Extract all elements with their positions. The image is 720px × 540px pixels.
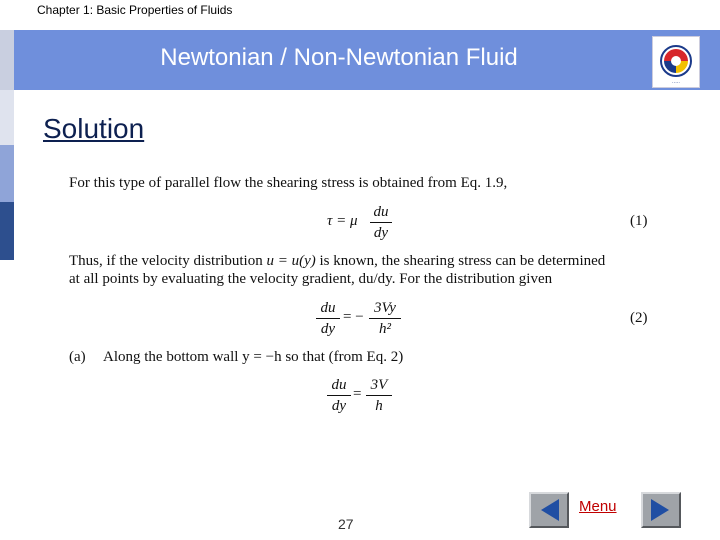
equation-2-rhs-fraction [369, 299, 401, 338]
equation-1-lhs: τ = μ [327, 213, 358, 229]
title-bar [14, 30, 720, 90]
eq2-lhs-denominator: dy [320, 321, 336, 337]
line2-part-a: Thus, if the velocity distribution [69, 253, 263, 269]
side-strip-light [0, 30, 14, 90]
text-line-1: For this type of parallel flow the shearing stress is obtained from Eq. 1.9, [69, 175, 508, 191]
chapter-label: Chapter 1: Basic Properties of Fluids [37, 3, 233, 17]
page-number: 27 [338, 516, 354, 532]
side-strip-mid [0, 145, 14, 202]
eq2-rhs-bar [369, 318, 401, 319]
eq3-lhs-numerator: du [331, 377, 347, 393]
slide-title: Newtonian / Non-Newtonian Fluid [160, 44, 518, 71]
equation-1-fraction [370, 203, 392, 242]
menu-link[interactable]: Menu [579, 498, 617, 515]
line2-part-b: u = u(y) [266, 253, 316, 269]
side-strip-dark [0, 202, 14, 260]
equation-1-tag: (1) [630, 213, 648, 229]
arrow-right-icon [643, 494, 679, 526]
line2-part-c: is known, the shearing stress can be determined [319, 253, 606, 269]
solution-heading: Solution [43, 113, 145, 144]
previous-button[interactable] [529, 492, 569, 528]
equation-2-tag: (2) [630, 310, 648, 326]
eq3-rhs-numerator: 3V [370, 377, 388, 393]
eq2-lhs-numerator: du [320, 300, 336, 316]
item-a-label: (a) [69, 349, 86, 365]
eq3-lhs-denominator: dy [331, 398, 347, 414]
next-button[interactable] [641, 492, 681, 528]
eq2-rhs-numerator: 3Vy [374, 300, 396, 316]
eq3-lhs-bar [327, 395, 351, 396]
equation-2-equals: = − [343, 309, 364, 325]
university-logo [652, 36, 700, 88]
arrow-left-icon [531, 494, 567, 526]
eq1-numerator: du [373, 204, 389, 220]
text-line-3: at all points by evaluating the velocity gradient, du/dy. For the distribution given [69, 271, 553, 287]
eq3-rhs-denominator: h [375, 398, 383, 414]
side-strip-light-2 [0, 90, 14, 145]
eq2-rhs-denominator: h² [379, 321, 391, 337]
eq1-fraction-bar [370, 222, 392, 223]
equation-3-rhs-fraction [366, 376, 392, 415]
eq1-denominator: dy [373, 225, 389, 241]
equation-3-lhs-fraction [327, 376, 351, 415]
eq2-lhs-bar [316, 318, 340, 319]
svg-text:·····: ····· [672, 80, 680, 86]
text-line-4: Along the bottom wall y = −h so that (from Eq. 2) [103, 349, 404, 365]
equation-2-lhs-fraction [316, 299, 340, 338]
equation-3-equals: = [353, 386, 362, 402]
text-line-2 [69, 253, 605, 270]
eq3-rhs-bar [366, 395, 392, 396]
